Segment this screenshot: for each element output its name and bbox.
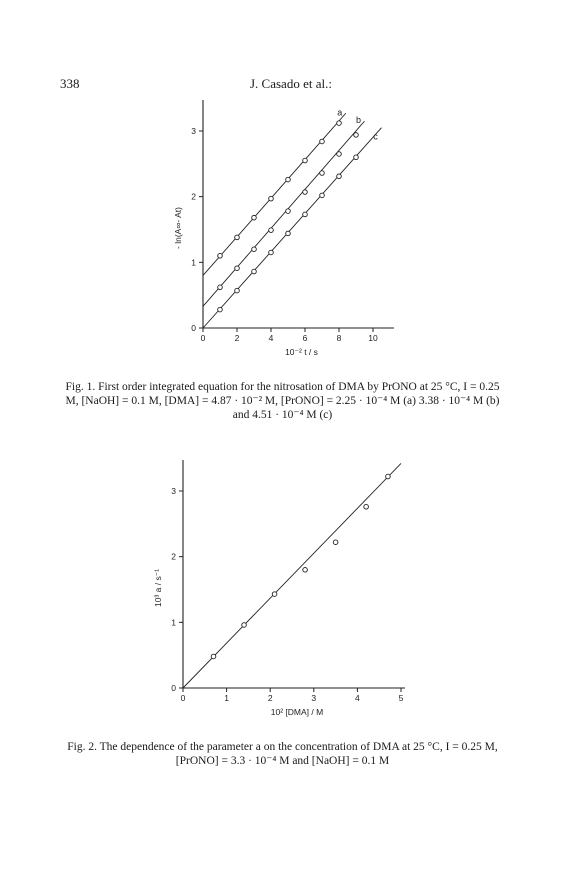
x-tick-label: 8	[336, 333, 342, 343]
data-point	[320, 193, 325, 198]
x-tick-label: 4	[268, 333, 274, 343]
y-axis-label: - ln(A∞- At)	[173, 207, 183, 249]
figure-2-caption: Fig. 2. The dependence of the parameter a on the concentration of DMA at 25 °C, I = 0.25 M, [PrONO] = 3.3 · 10⁻⁴ M and [NaOH] = 0.1 M	[67, 741, 498, 767]
data-point	[303, 190, 308, 195]
x-tick-label: 0	[180, 693, 186, 703]
y-tick-label: 1	[191, 257, 196, 268]
figure-1	[0, 100, 565, 365]
fit-line	[203, 121, 365, 306]
series-label: c	[373, 131, 378, 142]
data-point	[252, 269, 257, 274]
data-point	[286, 231, 291, 236]
x-axis-label: 10² [DMA] / M	[270, 707, 324, 717]
data-point	[218, 253, 223, 258]
x-tick-label: 10	[368, 333, 378, 343]
figure-1-plot	[0, 100, 565, 365]
x-tick-label: 3	[311, 693, 317, 703]
data-point	[303, 212, 308, 217]
data-point	[211, 654, 216, 659]
data-point	[218, 307, 223, 312]
data-point	[235, 235, 240, 240]
y-tick-label: 2	[171, 551, 176, 562]
data-point	[218, 285, 223, 290]
data-point	[320, 139, 325, 144]
running-header: J. Casado et al.:	[250, 76, 332, 91]
y-tick-label: 0	[171, 683, 176, 693]
y-tick-label: 3	[191, 125, 196, 136]
fit-line	[183, 463, 401, 688]
data-point	[269, 228, 274, 233]
page-number: 338	[60, 76, 80, 91]
y-tick-label: 1	[171, 617, 176, 628]
data-point	[303, 567, 308, 572]
y-tick-label: 2	[191, 191, 196, 202]
data-point	[354, 133, 359, 138]
data-point	[235, 288, 240, 293]
figure-2-plot	[0, 460, 565, 725]
y-tick-label: 3	[171, 485, 176, 496]
data-point	[269, 250, 274, 255]
data-point	[364, 504, 369, 509]
x-tick-label: 4	[355, 693, 360, 703]
data-point	[286, 209, 291, 214]
data-point	[337, 121, 342, 126]
x-tick-label: 1	[224, 693, 229, 703]
figure-1-caption: Fig. 1. First order integrated equation for the nitrosation of DMA by PrONO at 25 °C, I = 0.25 M, [NaOH] = 0.1 M, [DMA] = 4.87 · 10⁻² M, [PrONO] = 2.25 · 10⁻⁴ M (a) 3.38 · 10⁻⁴ M (b) and 4.51 · 10⁻⁴ M (c)	[65, 381, 500, 421]
data-point	[303, 158, 308, 163]
data-point	[235, 266, 240, 271]
data-point	[337, 152, 342, 157]
data-point	[333, 540, 338, 545]
data-point	[286, 177, 291, 182]
data-point	[242, 623, 247, 628]
x-tick-label: 2	[267, 693, 273, 703]
series-label: b	[355, 115, 362, 126]
data-point	[354, 155, 359, 160]
figure-2	[0, 460, 565, 725]
data-point	[269, 196, 274, 201]
x-tick-label: 6	[302, 333, 308, 343]
y-tick-label: 0	[191, 323, 196, 333]
x-tick-label: 0	[200, 333, 206, 343]
data-point	[320, 171, 325, 176]
data-point	[252, 247, 257, 252]
y-axis-label: 10³ a / s⁻¹	[153, 568, 163, 608]
x-axis-label: 10⁻² t / s	[285, 347, 318, 357]
data-point	[386, 474, 391, 479]
x-tick-label: 2	[234, 333, 240, 343]
data-point	[252, 215, 257, 220]
x-tick-label: 5	[398, 693, 404, 703]
data-point	[337, 174, 342, 179]
data-point	[272, 592, 277, 597]
series-label: a	[337, 107, 343, 118]
